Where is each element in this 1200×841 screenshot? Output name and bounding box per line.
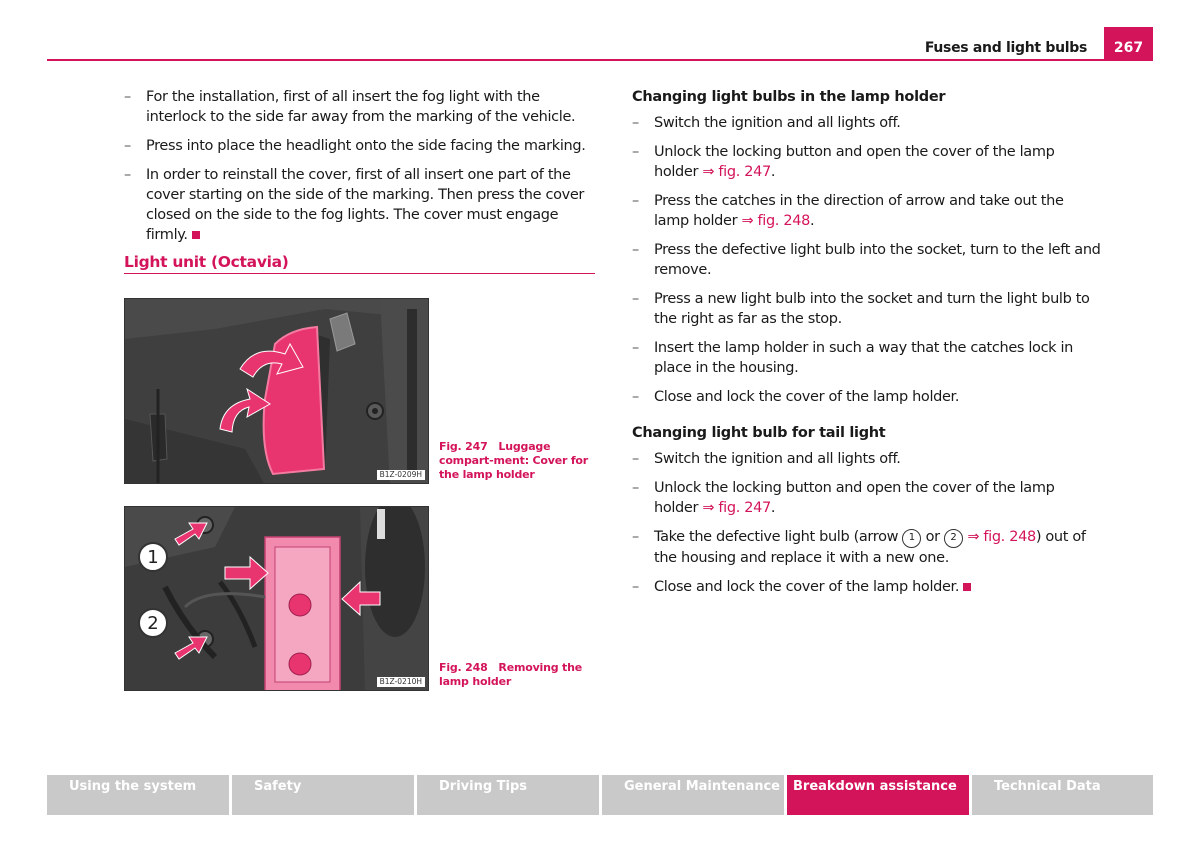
subheading-lamp-holder: Changing light bulbs in the lamp holder: [632, 89, 946, 105]
list-item: – Press the catches in the direction of arrow and take out the lamp holder ⇒ fig. 248.: [632, 193, 1064, 229]
list-item: – Switch the ignition and all lights off.: [632, 451, 901, 467]
tab-driving-tips[interactable]: Driving Tips: [417, 775, 599, 815]
fig-247-link[interactable]: ⇒ fig. 247: [702, 500, 771, 516]
figure-247-image: [124, 298, 429, 484]
figure-code: B1Z-0209H: [377, 470, 425, 480]
fig-248-link[interactable]: ⇒ fig. 248: [741, 213, 810, 229]
list-item: – Press the defective light bulb into the socket, turn to the left and remove.: [632, 242, 1101, 278]
footer-nav: [47, 775, 1153, 815]
end-mark-icon: [963, 583, 971, 591]
section-heading-light-unit: Light unit (Octavia): [124, 253, 595, 274]
arrow-2-marker: 2: [944, 529, 963, 548]
figure-marker-1: 1: [147, 547, 159, 568]
tab-breakdown-assistance[interactable]: Breakdown assistance: [787, 775, 969, 815]
figure-marker-2: 2: [147, 613, 159, 634]
tab-technical-data[interactable]: Technical Data: [972, 775, 1153, 815]
figure-code: B1Z-0210H: [377, 677, 425, 687]
end-mark-icon: [192, 231, 200, 239]
list-item: – Take the defective light bulb (arrow 1 or 2 ⇒ fig. 248) out of the housing and replace it with a new one.: [632, 529, 1086, 566]
figure-247-caption: Fig. 247 Luggage compart-ment: Cover for the lamp holder: [439, 440, 589, 481]
header-rule: [47, 59, 1153, 61]
subheading-tail-light: Changing light bulb for tail light: [632, 425, 886, 441]
page-number: 267: [1104, 27, 1153, 60]
fig-247-link[interactable]: ⇒ fig. 247: [702, 164, 771, 180]
list-item: – Press a new light bulb into the socket and turn the light bulb to the right as far as the stop.: [632, 291, 1090, 327]
list-item: – Unlock the locking button and open the cover of the lamp holder ⇒ fig. 247.: [632, 480, 1055, 516]
tab-using-the-system[interactable]: Using the system: [47, 775, 229, 815]
left-column-list: [124, 87, 599, 254]
figure-248-image: [124, 506, 429, 691]
list-item: – In order to reinstall the cover, first of all insert one part of the cover starting on the side of the marking. Then press the cover closed on the side to the fog lights. The cover must engage firmly.: [124, 167, 585, 243]
fig-248-link[interactable]: ⇒ fig. 248: [967, 529, 1036, 545]
list-item: – Unlock the locking button and open the cover of the lamp holder ⇒ fig. 247.: [632, 144, 1055, 180]
section-title: Fuses and light bulbs: [924, 40, 1087, 56]
list-item: – Close and lock the cover of the lamp holder.: [632, 577, 1102, 597]
list-item: – Press into place the headlight onto the side facing the marking.: [124, 138, 586, 154]
list-item: – Close and lock the cover of the lamp holder.: [632, 389, 960, 405]
arrow-1-marker: 1: [902, 529, 921, 548]
tab-safety[interactable]: Safety: [232, 775, 414, 815]
list-item: – Insert the lamp holder in such a way that the catches lock in place in the housing.: [632, 340, 1074, 376]
figure-248-caption: Fig. 248 Removing the lamp holder: [439, 661, 582, 688]
lamp-holder-illustration: [125, 507, 429, 691]
list-item: – Switch the ignition and all lights off.: [632, 115, 901, 131]
right-column: [632, 87, 1102, 606]
list-item: – For the installation, first of all insert the fog light with the interlock to the side far away from the marking of the vehicle.: [124, 89, 576, 125]
tab-general-maintenance[interactable]: General Maintenance: [602, 775, 784, 815]
luggage-compartment-illustration: [125, 299, 429, 484]
